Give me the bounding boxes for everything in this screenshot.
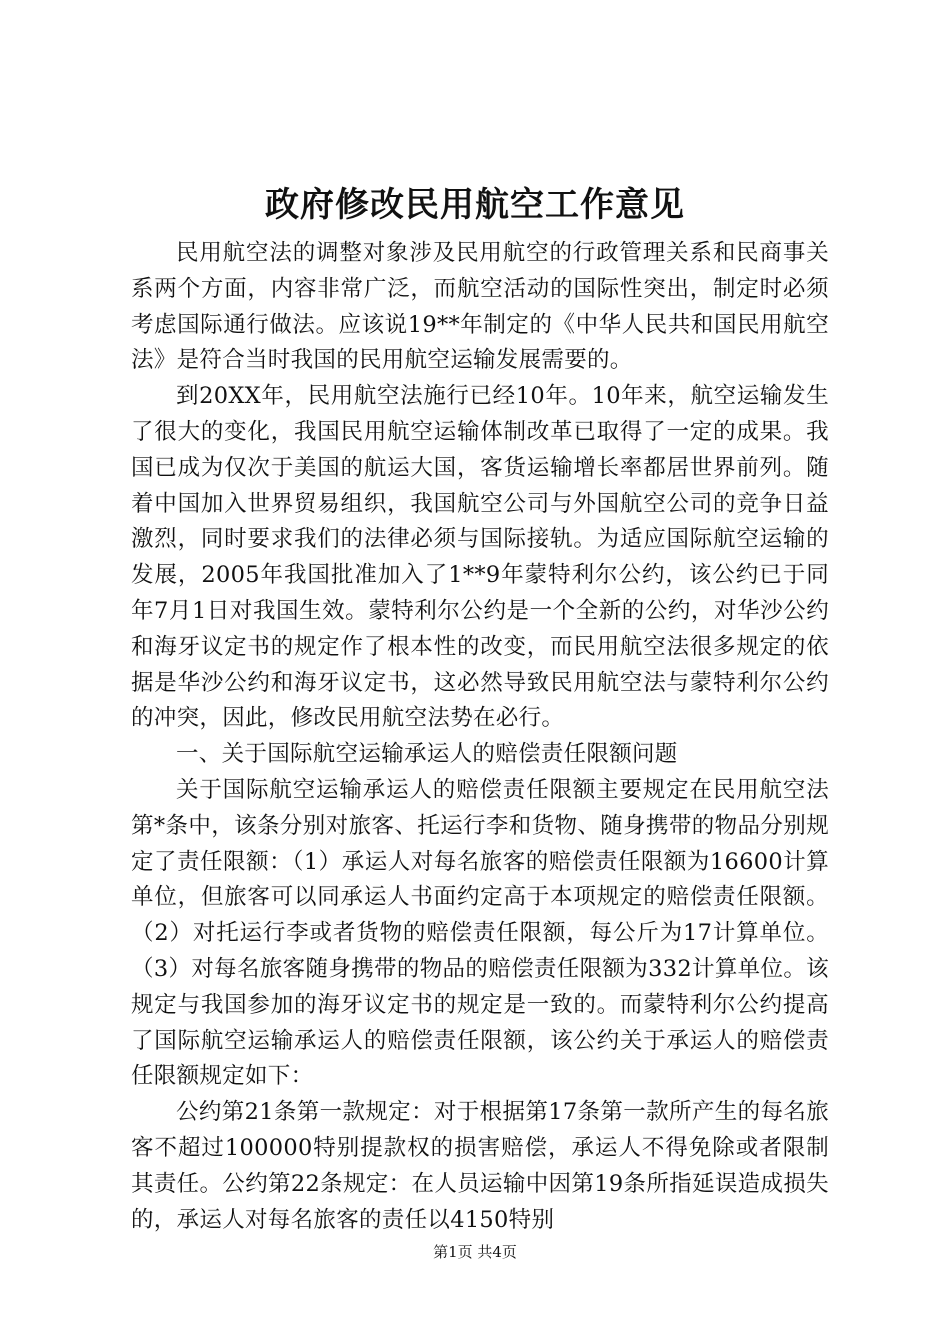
section-heading-1: 一、关于国际航空运输承运人的赔偿责任限额问题 — [176, 741, 678, 768]
document-body — [131, 236, 829, 1238]
paragraph-1: 民用航空法的调整对象涉及民用航空的行政管理关系和民商事关系两个方面，内容非常广泛，而航空活动的国际性突出，制定时必须考虑国际通行做法。应该说19**年制定的《中华人民共和国民用航空法》是符合当时我国的民用航空运输发展需要的。 — [131, 240, 829, 374]
page-footer: 第1页 共4页 — [433, 1243, 517, 1261]
document-title: 政府修改民用航空工作意见 — [265, 185, 685, 225]
paragraph-4: 公约第21条第一款规定：对于根据第17条第一款所产生的每名旅客不超过100000特别提款权的损害赔偿，承运人不得免除或者限制其责任。公约第22条规定：在人员运输中因第19条所指延误造成损失的，承运人对每名旅客的责任以4150特别 — [131, 1099, 829, 1233]
paragraph-3: 关于国际航空运输承运人的赔偿责任限额主要规定在民用航空法第*条中，该条分别对旅客、托运行李和货物、随身携带的物品分别规定了责任限额：（1）承运人对每名旅客的赔偿责任限额为16600计算单位，但旅客可以同承运人书面约定高于本项规定的赔偿责任限额。（2）对托运行李或者货物的赔偿责任限额，每公斤为17计算单位。（3）对每名旅客随身携带的物品的赔偿责任限额为332计算单位。该规定与我国参加的海牙议定书的规定是一致的。而蒙特利尔公约提高了国际航空运输承运人的赔偿责任限额，该公约关于承运人的赔偿责任限额规定如下： — [131, 776, 829, 1090]
paragraph-2: 到20XX年，民用航空法施行已经10年。10年来，航空运输发生了很大的变化，我国民用航空运输体制改革已取得了一定的成果。我国已成为仅次于美国的航运大国，客货运输增长率都居世界前列。随着中国加入世界贸易组织，我国航空公司与外国航空公司的竞争日益激烈，同时要求我们的法律必须与国际接轨。为适应国际航空运输的发展，2005年我国批准加入了1**9年蒙特利尔公约，该公约已于同年7月1日对我国生效。蒙特利尔公约是一个全新的公约，对华沙公约和海牙议定书的规定作了根本性的改变，而民用航空法很多规定的依据是华沙公约和海牙议定书，这必然导致民用航空法与蒙特利尔公约的冲突，因此，修改民用航空法势在必行。 — [131, 383, 829, 732]
